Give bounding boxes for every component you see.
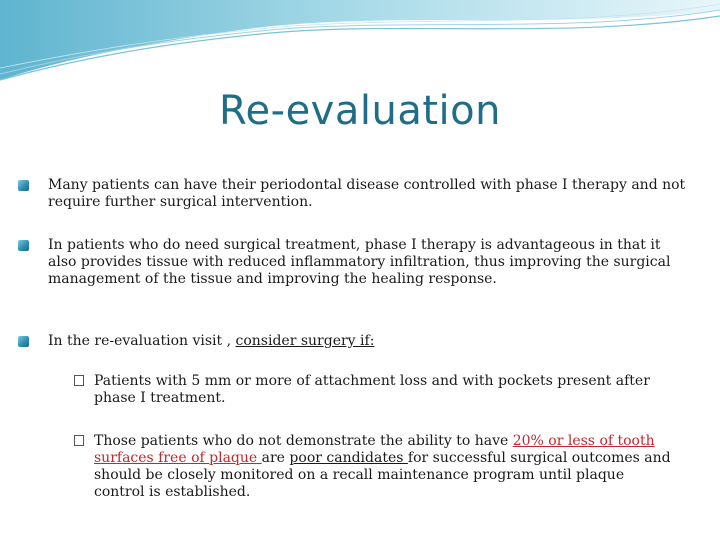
slide-title: Re-evaluation bbox=[219, 88, 501, 134]
square-bullet-icon bbox=[18, 336, 29, 347]
poor-candidates-underlined: poor candidates bbox=[289, 450, 408, 466]
bullet-text-lead: In the re-evaluation visit , bbox=[48, 333, 236, 349]
plaque-threshold-highlight: 20% or less of tooth surfaces free of plaque bbox=[94, 433, 655, 466]
text-part: Those patients who do not demonstrate the ability to have bbox=[94, 433, 513, 449]
bullet-item-re-evaluation bbox=[18, 333, 688, 350]
bullet-item-phase-one bbox=[18, 177, 688, 211]
text-part: for successful surgical outcomes and should be closely monitored on a recall maintenance program until plaque control is established. bbox=[94, 450, 671, 500]
bullet-text: In patients who do need surgical treatment, phase I therapy is advantageous in that it also provides tissue with reduced inflammatory infiltration, thus improving the surgical management of the tissue and improving the healing response. bbox=[48, 237, 671, 287]
header-wave-decoration bbox=[0, 0, 720, 90]
consider-surgery-underlined: consider surgery if: bbox=[235, 333, 375, 349]
square-bullet-icon bbox=[18, 240, 29, 251]
sub-bullet-attachment-loss bbox=[74, 373, 674, 407]
sub-bullet-text: Patients with 5 mm or more of attachment loss and with pockets present after phase I treatment. bbox=[94, 373, 650, 406]
sub-bullet-plaque-control bbox=[74, 433, 674, 501]
sub-bullet-text bbox=[74, 433, 674, 501]
empty-box-icon bbox=[74, 375, 84, 386]
bullet-item-surgical-treatment bbox=[18, 237, 688, 288]
text-part: are bbox=[261, 450, 290, 466]
bullet-text bbox=[18, 333, 688, 350]
square-bullet-icon bbox=[18, 180, 29, 191]
bullet-text: Many patients can have their periodontal disease controlled with phase I therapy and not require further surgical intervention. bbox=[48, 177, 686, 210]
empty-box-icon bbox=[74, 435, 84, 446]
